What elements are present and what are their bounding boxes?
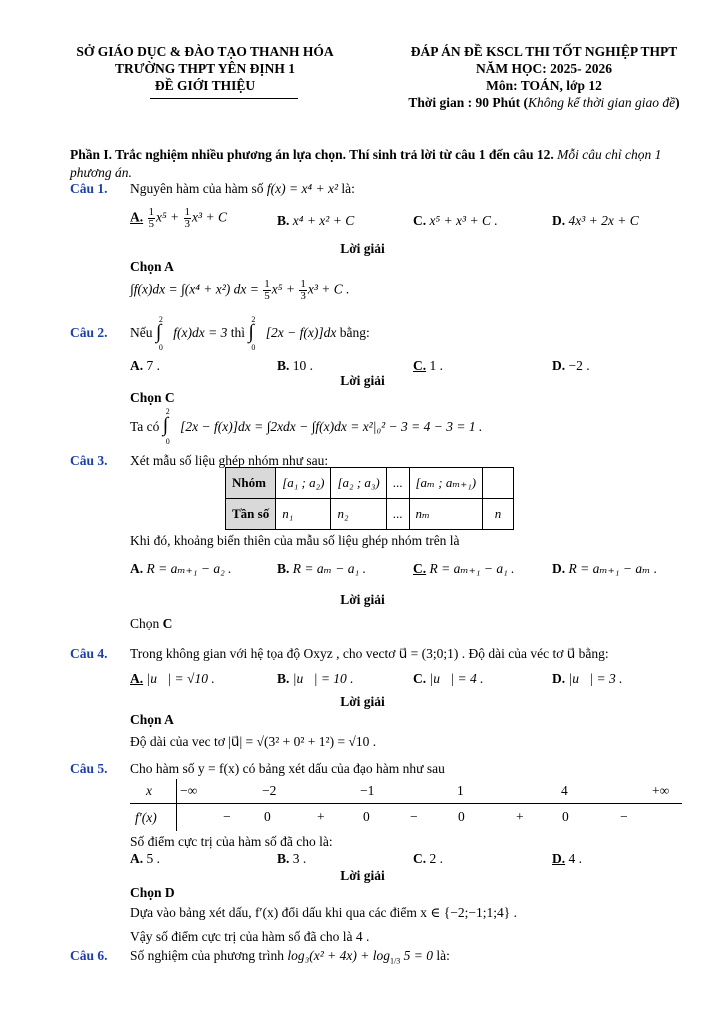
table-cell: n₂ — [331, 499, 386, 530]
sign: − — [620, 809, 628, 824]
q5-solution-1: Dựa vào bảng xét dấu, f′(x) đổi dấu khi qua các điểm x ∈ {−2;−1;1;4} . — [130, 905, 517, 920]
table-cell: ... — [386, 499, 409, 530]
school-year: NĂM HỌC: 2025- 2026 — [475, 61, 613, 76]
q3-choose: Chọn C — [130, 616, 173, 631]
subject: Môn: TOÁN, lớp 12 — [486, 78, 602, 93]
q2-stem: Nếu 2 ∫ 0 f(x)dx = 3 thì 2 ∫ 0 [2x − f(x)]dx bằng: — [130, 315, 370, 352]
sign: − — [223, 809, 231, 824]
grouped-data-table — [225, 467, 514, 530]
school-name: TRƯỜNG THPT YÊN ĐỊNH 1 — [114, 61, 296, 76]
q4-label: Câu 4. — [70, 646, 108, 661]
q3-after: Khi đó, khoảng biến thiên của mẫu số liệu ghép nhóm trên là — [130, 533, 460, 548]
q5-label: Câu 5. — [70, 761, 108, 776]
q4-solution-heading: Lời giải — [340, 694, 385, 709]
department-name: SỞ GIÁO DỤC & ĐÀO TẠO THANH HÓA — [76, 44, 334, 59]
table-header-cell: Tần số — [226, 499, 276, 530]
exam-title: ĐÁP ÁN ĐỀ KSCL THI TỐT NGHIỆP THPT — [410, 44, 678, 59]
q1-label: Câu 1. — [70, 181, 108, 196]
x-value: 1 — [457, 783, 464, 798]
sign: 0 — [562, 809, 569, 824]
q3-option-a[interactable]: A. R = aₘ₊₁ − a₂ . — [130, 561, 232, 576]
part1-title: Phần I. Trắc nghiệm nhiều phương án lựa chọn. Thí sinh trả lời từ câu 1 đến câu 12. Mỗi câu chỉ chọn 1 phương án. — [70, 147, 662, 180]
table-cell — [483, 468, 514, 499]
q5-option-b[interactable]: B. 3 . — [277, 851, 307, 866]
q2-option-d[interactable]: D. −2 . — [552, 358, 590, 373]
q4-option-a[interactable]: A. |u⃗| = √10 . — [130, 671, 215, 686]
q2-option-b[interactable]: B. 10 . — [277, 358, 314, 373]
q1-solution: ∫f(x)dx = ∫(x⁴ + x²) dx = $\frac{1}{5}$ x⁵ + $\frac{1}{3}$ x³ + C . — [130, 278, 350, 302]
q5-choose: Chọn D — [130, 885, 175, 900]
q1-choose: Chọn A — [130, 259, 174, 274]
sign: + — [317, 809, 325, 824]
q1-option-d[interactable]: D. 4x³ + 2x + C — [552, 213, 639, 228]
q5-solution-2: Vậy số điểm cực trị của hàm số đã cho là 4 . — [130, 929, 370, 944]
table-cell: [a₂ ; a₃) — [331, 468, 386, 499]
q3-solution-heading: Lời giải — [340, 592, 385, 607]
q3-option-c[interactable]: C. R = aₘ₊₁ − a₁ . — [413, 561, 515, 576]
sign: 0 — [363, 809, 370, 824]
header-left — [60, 43, 350, 94]
sign-table-hline — [130, 803, 682, 804]
table-row — [226, 468, 514, 499]
q3-option-d[interactable]: D. R = aₘ₊₁ − aₘ . — [552, 561, 658, 576]
sign-table-x-label: x — [146, 783, 152, 798]
table-header-cell: Nhóm — [226, 468, 276, 499]
q2-label: Câu 2. — [70, 325, 108, 340]
q5-option-d[interactable]: D. 4 . — [552, 851, 582, 866]
table-cell: n — [483, 499, 514, 530]
table-cell: nₘ — [409, 499, 483, 530]
q4-stem: Trong không gian với hệ tọa độ Oxyz , cho vectơ u⃗ = (3;0;1) . Độ dài của véc tơ u⃗ bằng: — [130, 646, 609, 661]
q4-option-d[interactable]: D. |u⃗| = 3 . — [552, 671, 623, 686]
header-underline — [150, 98, 298, 99]
table-cell: n₁ — [276, 499, 331, 530]
q1-stem: Nguyên hàm của hàm số f(x) = x⁴ + x² là: — [130, 181, 355, 196]
sign-table — [130, 779, 682, 831]
q6-label: Câu 6. — [70, 948, 108, 963]
header-right — [385, 43, 703, 111]
q4-option-c[interactable]: C. |u⃗| = 4 . — [413, 671, 484, 686]
table-cell: [aₘ ; aₘ₊₁) — [409, 468, 483, 499]
time-limit: Thời gian : 90 Phút (Không kể thời gian giao đề) — [408, 95, 680, 110]
q4-option-b[interactable]: B. |u⃗| = 10 . — [277, 671, 354, 686]
q2-solution: Ta có 2 ∫ 0 [2x − f(x)]dx = ∫2xdx − ∫f(x)dx = x²|₀² − 3 = 4 − 3 = 1 . — [130, 407, 483, 446]
q2-option-c[interactable]: C. 1 . — [413, 358, 443, 373]
table-row — [226, 499, 514, 530]
q3-option-b[interactable]: B. R = aₘ − a₁ . — [277, 561, 366, 576]
sign-table-vline — [176, 779, 177, 831]
q4-choose: Chọn A — [130, 712, 174, 727]
sign: − — [410, 809, 418, 824]
q2-option-a[interactable]: A. 7 . — [130, 358, 160, 373]
q5-option-a[interactable]: A. 5 . — [130, 851, 160, 866]
x-value: −1 — [360, 783, 375, 798]
sign: + — [516, 809, 524, 824]
q6-stem: Số nghiệm của phương trình $\log_3(x^2 + 4x) + \log_{1/3} 5 = 0$ là: — [130, 948, 450, 966]
q5-option-c[interactable]: C. 2 . — [413, 851, 443, 866]
x-value: −2 — [262, 783, 277, 798]
table-cell: ... — [386, 468, 409, 499]
q5-after: Số điểm cực trị của hàm số đã cho là: — [130, 834, 333, 849]
q5-solution-heading: Lời giải — [340, 868, 385, 883]
q2-choose: Chọn C — [130, 390, 175, 405]
q3-label: Câu 3. — [70, 453, 108, 468]
q4-solution: Độ dài của vec tơ |u⃗| = √(3² + 0² + 1²) = √10 . — [130, 734, 377, 749]
x-value: 4 — [561, 783, 568, 798]
sign: 0 — [264, 809, 271, 824]
q1-option-b[interactable]: B. x⁴ + x² + C — [277, 213, 355, 228]
table-cell: [a₁ ; a₂) — [276, 468, 331, 499]
q3-stem: Xét mẫu số liệu ghép nhóm như sau: — [130, 453, 329, 468]
q2-solution-heading: Lời giải — [340, 373, 385, 388]
sign: 0 — [458, 809, 465, 824]
exam-type: ĐỀ GIỚI THIỆU — [154, 78, 256, 93]
q1-option-c[interactable]: C. x⁵ + x³ + C . — [413, 213, 498, 228]
x-value: +∞ — [652, 783, 670, 798]
sign-table-fp-label: f′(x) — [135, 810, 157, 825]
x-value: −∞ — [180, 783, 198, 798]
q1-solution-heading: Lời giải — [340, 241, 385, 256]
q5-stem: Cho hàm số y = f(x) có bảng xét dấu của đạo hàm như sau — [130, 761, 445, 776]
q1-option-a[interactable]: A. $\frac{1}{5}$ x⁵ + $\frac{1}{3}$ x³ + C — [130, 206, 227, 230]
